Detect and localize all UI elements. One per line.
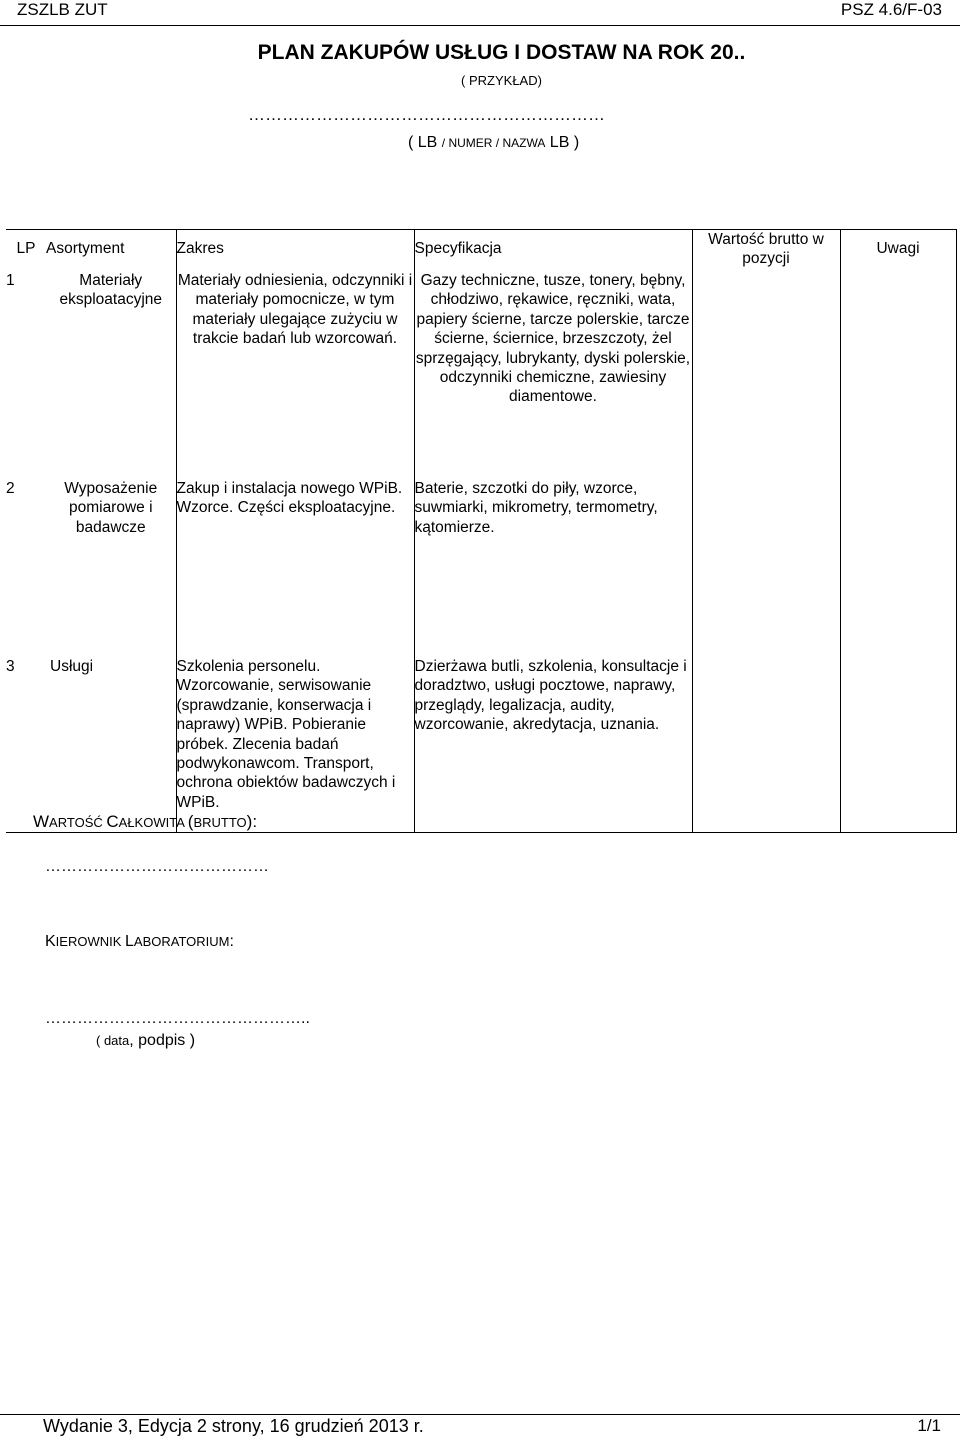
- total-label-part: ARTOŚĆ: [49, 815, 107, 830]
- table-row: [6, 268, 956, 467]
- lb-close: LB ): [545, 134, 580, 151]
- total-label-part: BRUTTO: [193, 815, 247, 830]
- lb-fill-dots: ………………………………………………………: [248, 105, 605, 124]
- cell-lp: 2: [6, 480, 15, 497]
- cell-wartosc: [692, 268, 840, 467]
- cell-uwagi: [840, 649, 956, 833]
- cell-asortyment: Wyposażenie pomiarowe i badawcze: [64, 480, 158, 536]
- cell-specyfikacja: Dzierżawa butli, szkolenia, konsultacje i doradztwo, usługi pocztowe, naprawy, przeglądy, legalizacja, audity, wzorcowanie, akredytacja, uznania.: [414, 649, 692, 833]
- col-header-zakres: Zakres: [176, 230, 414, 269]
- lb-mid: / NUMER / NAZWA: [441, 136, 546, 150]
- page-title: PLAN ZAKUPÓW USŁUG I DOSTAW NA ROK 20..: [257, 41, 746, 64]
- signature-caption-open: (: [96, 1033, 104, 1048]
- header-rule: [0, 25, 960, 26]
- total-value-label: [33, 812, 257, 832]
- header-org: ZSZLB ZUT: [17, 0, 108, 19]
- cell-wartosc: [692, 649, 840, 833]
- lab-manager-label: [45, 933, 234, 951]
- manager-label-part: IEROWNIK: [55, 934, 126, 949]
- total-label-part: W: [33, 812, 50, 831]
- col-header-uwagi: Uwagi: [840, 230, 956, 269]
- total-label-part: AŁKOWITA: [118, 815, 188, 830]
- col-header-specyfikacja: Specyfikacja: [414, 230, 692, 269]
- cell-lp: 1: [6, 272, 15, 289]
- cell-lp: 3: [6, 649, 46, 833]
- cell-zakres: Materiały odniesienia, odczynniki i materiały pomocnicze, w tym materiały ulegające zużyciu w trakcie badań lub wzorcowań.: [176, 268, 414, 467]
- signature-caption: [96, 1032, 195, 1050]
- lb-caption: [408, 134, 579, 152]
- total-label-part: (: [187, 812, 194, 831]
- manager-label-part: ABORATORIUM: [133, 934, 230, 949]
- footer-edition: Wydanie 3, Edycja 2 strony, 16 grudzień 2013 r.: [43, 1416, 424, 1436]
- cell-asortyment: Materiały eksploatacyjne: [59, 272, 163, 309]
- page-subtitle: ( PRZYKŁAD): [461, 73, 542, 88]
- col-header-asortyment: Asortyment: [46, 230, 176, 269]
- total-label-part: C: [106, 812, 119, 831]
- table-row: [6, 467, 956, 649]
- signature-caption-date: data: [103, 1033, 130, 1048]
- cell-wartosc: [692, 467, 840, 649]
- total-value-field: ……………………………………: [45, 858, 269, 875]
- table-header-row: [6, 230, 956, 269]
- manager-label-part: K: [45, 933, 56, 950]
- cell-specyfikacja: Gazy techniczne, tusze, tonery, bębny, chłodziwo, rękawice, ręczniki, wata, papiery ścierne, tarcze polerskie, tarcze ścierne, ściernice, brzeszczoty, żel sprzęgający, lubrykanty, dyski polerskie, odczynniki chemiczne, zawiesiny diamentowe.: [414, 268, 692, 467]
- cell-zakres: Zakup i instalacja nowego WPiB. Wzorce. Części eksploatacyjne.: [176, 467, 414, 649]
- cell-specyfikacja: Baterie, szczotki do piły, wzorce, suwmiarki, mikrometry, termometry, kątomierze.: [414, 467, 692, 649]
- col-header-wartosc: Wartość brutto w pozycji: [692, 230, 840, 269]
- table-row: [6, 649, 956, 833]
- footer-page-number: 1/1: [917, 1416, 941, 1435]
- total-label-part: ):: [246, 812, 258, 831]
- signature-caption-rest: , podpis ): [129, 1032, 196, 1049]
- manager-label-part: L: [125, 933, 134, 950]
- purchase-plan-table: [6, 229, 957, 833]
- cell-uwagi: [840, 268, 956, 467]
- cell-uwagi: [840, 467, 956, 649]
- lb-open: ( LB: [408, 134, 442, 151]
- signature-field: …………………………………………..: [45, 1010, 310, 1027]
- col-header-lp: LP: [6, 230, 46, 269]
- footer-rule: [0, 1414, 960, 1415]
- cell-zakres: Szkolenia personelu. Wzorcowanie, serwisowanie (sprawdzanie, konserwacja i naprawy) WPiB. Pobieranie próbek. Zlecenia badań podwykonawcom. Transport, ochrona obiektów badawczych i WPiB.: [176, 649, 414, 833]
- manager-label-part: :: [229, 933, 234, 950]
- cell-asortyment: Usługi: [46, 649, 176, 833]
- header-form-code: PSZ 4.6/F-03: [840, 0, 942, 19]
